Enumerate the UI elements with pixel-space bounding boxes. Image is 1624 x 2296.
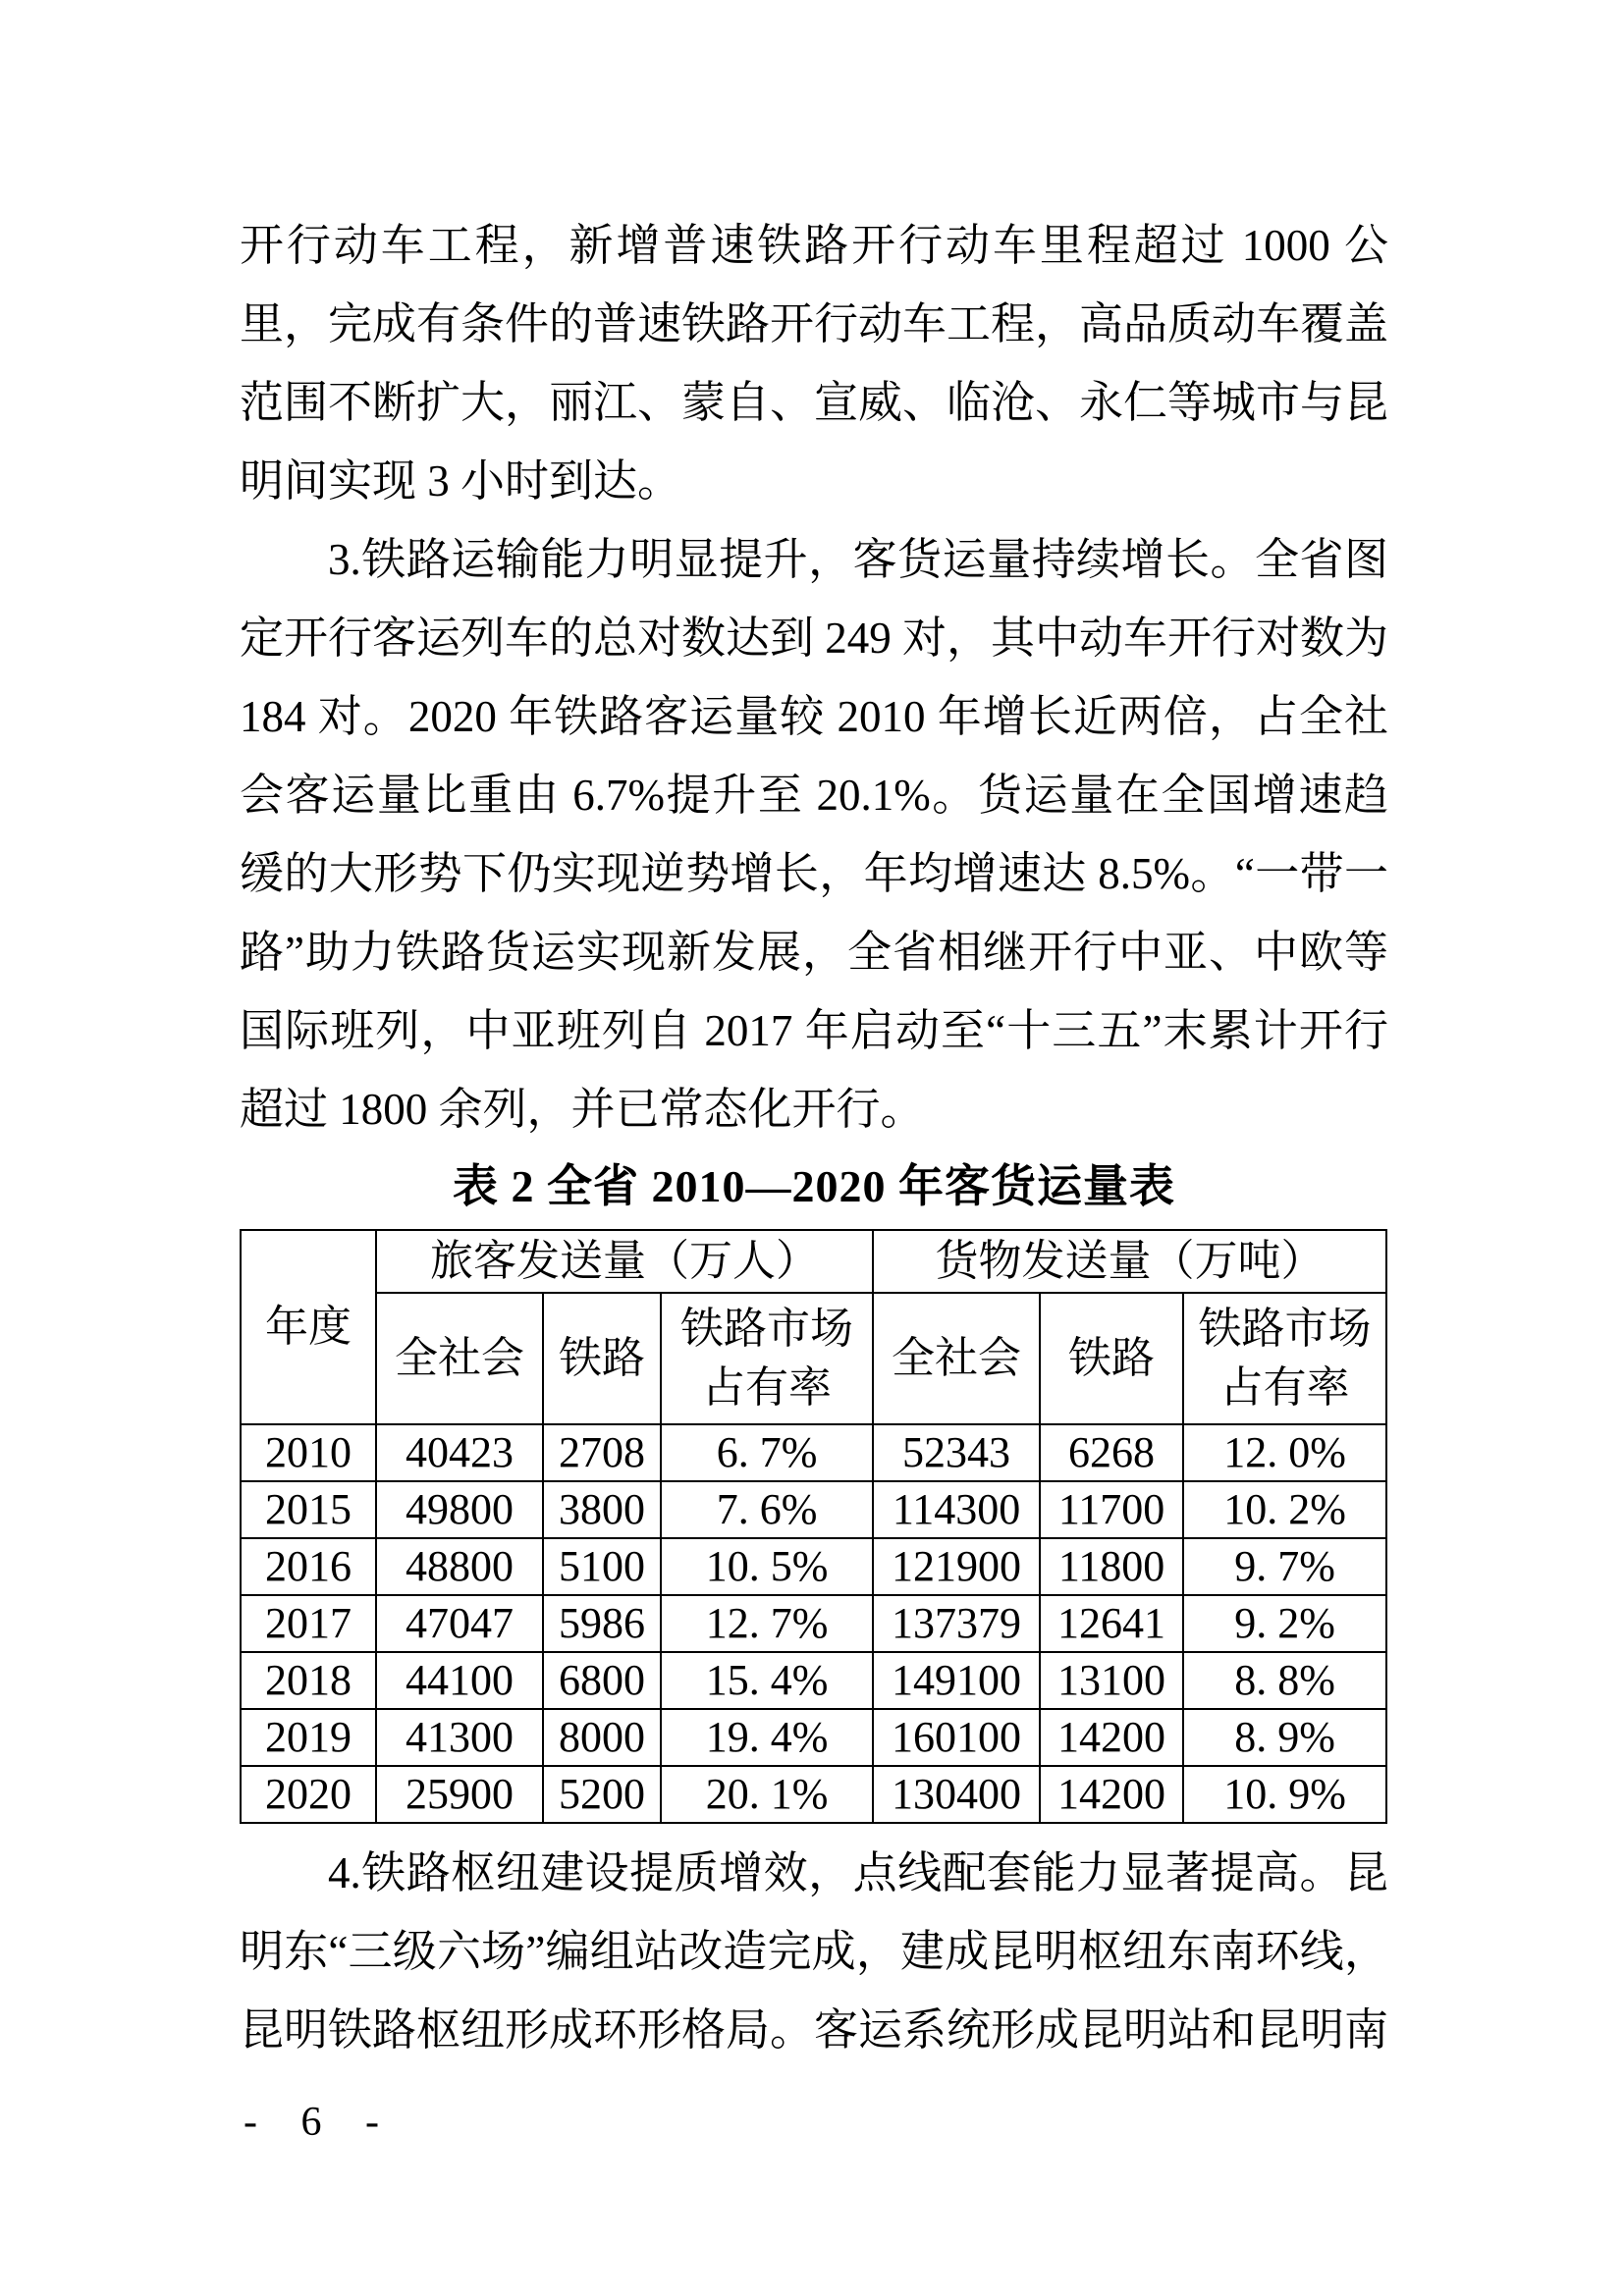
- paragraph-item-4: 4.铁路枢纽建设提质增效，点线配套能力显著提高。昆明东“三级六场”编组站改造完成，建成昆明枢纽东南环线，昆明铁路枢纽形成环形格局。客运系统形成昆明站和昆明南: [240, 1848, 1389, 2055]
- cell-passenger-total: 41300: [376, 1709, 543, 1766]
- table-row-2016: [241, 1538, 1386, 1595]
- header-passenger-share: 铁路市场占有率: [661, 1293, 873, 1424]
- cell-passenger-share: 15. 4%: [661, 1652, 873, 1709]
- cell-passenger-total: 49800: [376, 1481, 543, 1538]
- cell-freight-total: 114300: [873, 1481, 1040, 1538]
- cell-freight-rail: 6268: [1040, 1424, 1183, 1481]
- header-freight-rail: 铁路: [1040, 1293, 1183, 1424]
- table-row-2010: [241, 1424, 1386, 1481]
- cell-passenger-rail: 5986: [543, 1595, 661, 1652]
- paragraph-continuation: 开行动车工程，新增普速铁路开行动车里程超过 1000 公里，完成有条件的普速铁路开行动车工程，高品质动车覆盖范围不断扩大，丽江、蒙自、宣威、临沧、永仁等城市与昆明间实现 3 小时到达。: [240, 221, 1389, 506]
- cell-passenger-total: 25900: [376, 1766, 543, 1823]
- cell-freight-rail: 11700: [1040, 1481, 1183, 1538]
- cell-passenger-share: 10. 5%: [661, 1538, 873, 1595]
- cell-passenger-share: 19. 4%: [661, 1709, 873, 1766]
- header-freight-group: 货物发送量（万吨）: [873, 1230, 1386, 1293]
- cell-passenger-rail: 5200: [543, 1766, 661, 1823]
- cell-freight-rail: 11800: [1040, 1538, 1183, 1595]
- cell-freight-rail: 13100: [1040, 1652, 1183, 1709]
- cell-year: 2015: [241, 1481, 376, 1538]
- page-number: - 6 -: [244, 2100, 393, 2145]
- cell-year: 2017: [241, 1595, 376, 1652]
- cell-passenger-rail: 2708: [543, 1424, 661, 1481]
- header-freight-share: 铁路市场占有率: [1183, 1293, 1386, 1424]
- table-row-2020: [241, 1766, 1386, 1823]
- table-row-2017: [241, 1595, 1386, 1652]
- table-header-row-groups: [241, 1230, 1386, 1293]
- header-year: 年度: [241, 1230, 376, 1424]
- cell-passenger-rail: 6800: [543, 1652, 661, 1709]
- cell-freight-share: 12. 0%: [1183, 1424, 1386, 1481]
- cell-passenger-share: 20. 1%: [661, 1766, 873, 1823]
- cell-passenger-total: 48800: [376, 1538, 543, 1595]
- header-passenger-group: 旅客发送量（万人）: [376, 1230, 873, 1293]
- cell-freight-rail: 14200: [1040, 1766, 1183, 1823]
- table-row-2018: [241, 1652, 1386, 1709]
- cell-passenger-total: 44100: [376, 1652, 543, 1709]
- cell-year: 2020: [241, 1766, 376, 1823]
- traffic-volume-table: [240, 1229, 1387, 1824]
- cell-freight-share: 9. 2%: [1183, 1595, 1386, 1652]
- cell-passenger-rail: 8000: [543, 1709, 661, 1766]
- cell-freight-share: 8. 8%: [1183, 1652, 1386, 1709]
- cell-freight-share: 9. 7%: [1183, 1538, 1386, 1595]
- header-passenger-rail: 铁路: [543, 1293, 661, 1424]
- cell-freight-total: 160100: [873, 1709, 1040, 1766]
- table-row-2019: [241, 1709, 1386, 1766]
- table-row-2015: [241, 1481, 1386, 1538]
- cell-freight-total: 130400: [873, 1766, 1040, 1823]
- cell-freight-share: 8. 9%: [1183, 1709, 1386, 1766]
- paragraph-item-3: 3.铁路运输能力明显提升，客货运量持续增长。全省图定开行客运列车的总对数达到 249 对，其中动车开行对数为 184 对。2020 年铁路客运量较 2010 年增长近两倍，占全社会客运量比重由 6.7%提升至 20.1%。货运量在全国增速趋缓的大形势下仍实现逆势增长，年均增速达 8.5%。“一带一路”助力铁路货运实现新发展，全省相继开行中亚、中欧等国际班列，中亚班列自 2017 年启动至“十三五”末累计开行超过 1800 余列，并已常态化开行。: [240, 535, 1389, 1134]
- cell-freight-total: 121900: [873, 1538, 1040, 1595]
- cell-freight-total: 149100: [873, 1652, 1040, 1709]
- cell-passenger-rail: 5100: [543, 1538, 661, 1595]
- cell-freight-total: 52343: [873, 1424, 1040, 1481]
- cell-freight-total: 137379: [873, 1595, 1040, 1652]
- cell-passenger-share: 7. 6%: [661, 1481, 873, 1538]
- cell-year: 2019: [241, 1709, 376, 1766]
- header-passenger-total: 全社会: [376, 1293, 543, 1424]
- cell-freight-share: 10. 2%: [1183, 1481, 1386, 1538]
- cell-passenger-share: 12. 7%: [661, 1595, 873, 1652]
- cell-passenger-share: 6. 7%: [661, 1424, 873, 1481]
- table-title: 表 2 全省 2010—2020 年客货运量表: [453, 1161, 1175, 1211]
- cell-year: 2018: [241, 1652, 376, 1709]
- cell-year: 2016: [241, 1538, 376, 1595]
- cell-passenger-rail: 3800: [543, 1481, 661, 1538]
- document-content: [240, 206, 1388, 2069]
- cell-year: 2010: [241, 1424, 376, 1481]
- table-header-row-sub: [241, 1293, 1386, 1424]
- cell-freight-share: 10. 9%: [1183, 1766, 1386, 1823]
- header-freight-total: 全社会: [873, 1293, 1040, 1424]
- cell-passenger-total: 40423: [376, 1424, 543, 1481]
- cell-passenger-total: 47047: [376, 1595, 543, 1652]
- cell-freight-rail: 12641: [1040, 1595, 1183, 1652]
- cell-freight-rail: 14200: [1040, 1709, 1183, 1766]
